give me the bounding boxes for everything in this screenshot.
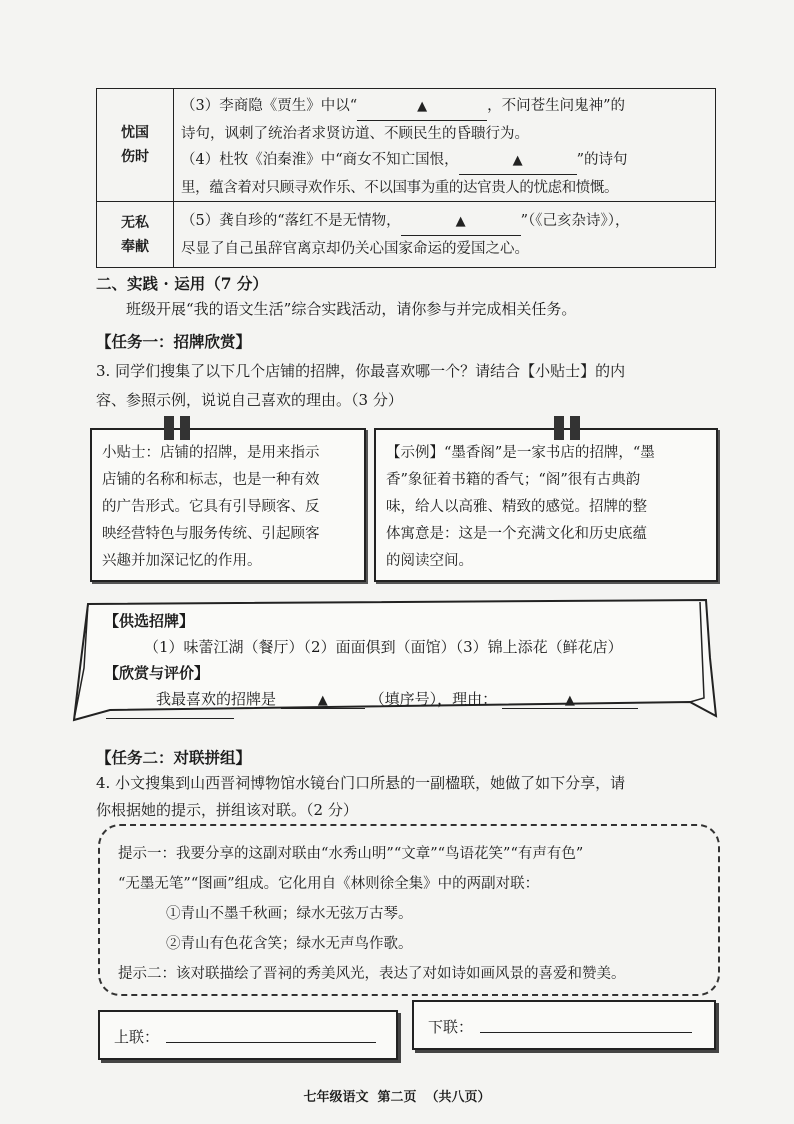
task2-title: 【任务二：对联拼组】 — [96, 748, 252, 767]
section-intro: 班级开展“我的语文生活”综合实践活动，请你参与并完成相关任务。 — [126, 300, 577, 318]
content-cell: （5）龚自珍的“落红不是无情物， ▲ ”（《己亥杂诗》）， 尽显了自己虽辞官离京却仍关心国家命运的爱国之心。 — [181, 208, 709, 262]
task1-title: 【任务一：招牌欣赏】 — [96, 332, 252, 351]
signboard — [70, 598, 720, 728]
options-title: 【供选招牌】 — [104, 612, 195, 630]
clip-decoration — [180, 416, 190, 440]
clip-decoration — [554, 416, 564, 440]
lower-couplet-box: 下联： — [412, 1000, 716, 1050]
example-box: 【示例】“墨香阁”是一家书店的招牌，“墨 香”象征着书籍的香气；“阁”很有古典韵 味，给人以高雅、精致的感觉。招牌的整 体寓意是：这是一个充满文化和历史底蕴 的阅读空间。 — [374, 428, 718, 582]
table-row — [97, 89, 715, 202]
question-4-line1: 4. 小文搜集到山西晋祠博物馆水镜台门口所悬的一副楹联，她做了如下分享，请 — [96, 774, 626, 792]
answer-blank[interactable]: ▲ — [459, 147, 577, 175]
couplet-example-2: ②青山有色花含笑；绿水无声鸟作歌。 — [166, 936, 413, 952]
upper-couplet-blank[interactable] — [166, 1042, 376, 1043]
answer-line: 我最喜欢的招牌是 ▲ （填序号），理由： ▲ — [156, 688, 638, 709]
content-cell: （3）李商隐《贾生》中以“ ▲ ，不问苍生问鬼神”的 诗句，讽刺了统治者求贤访道、不顾民生的昏聩行为。 （4）杜牧《泊秦淮》中“商女不知亡国恨， ▲ ”的诗句 里，蕴含着对只顾寻欢作乐、不以国事为重的达官贵人的忧虑和愤慨。 — [181, 93, 709, 201]
category-cell: 无私 奉献 — [97, 202, 174, 267]
section-title: 二、实践 · 运用（7 分） — [96, 274, 268, 293]
answer-blank[interactable]: ▲ — [357, 93, 487, 121]
tip-box: 小贴士：店铺的招牌，是用来指示 店铺的名称和标志，也是一种有效 的广告形式。它具有引导顾客、反 映经营特色与服务传统、引起顾客 兴趣并加深记忆的作用。 — [90, 428, 366, 582]
reason-blank[interactable]: ▲ — [502, 690, 638, 709]
question-3-line2: 容、参照示例，说说自己喜欢的理由。（3 分） — [96, 391, 403, 409]
page-footer: 七年级语文 第二页 （共八页） — [303, 1090, 491, 1105]
poetry-fill-table — [96, 88, 716, 268]
table-row — [97, 202, 715, 267]
upper-couplet-box: 上联： — [98, 1010, 398, 1060]
couplet-example-1: ①青山不墨千秋画；绿水无弦万古琴。 — [166, 906, 413, 922]
hint-box: 提示一：我要分享的这副对联由“水秀山明”“文章”“鸟语花笑”“有声有色” “无墨无笔”“图画”组成。它化用自《林则徐全集》中的两副对联： ①青山不墨千秋画；绿水无弦万古琴。 ②青山有色花含笑；绿水无声鸟作歌。 提示二：该对联描绘了晋祠的秀美风光，表达了对如诗如画风景的喜爱和赞美。 — [98, 824, 720, 996]
category-cell: 忧国 伤时 — [97, 89, 174, 201]
clip-decoration — [164, 416, 174, 440]
options-list: （1）味蕾江湖（餐厅）（2）面面俱到（面馆）（3）锦上添花（鲜花店） — [144, 638, 623, 656]
sign-number-blank[interactable]: ▲ — [281, 690, 365, 709]
clip-decoration — [570, 416, 580, 440]
answer-blank[interactable]: ▲ — [401, 208, 521, 236]
reason-blank-continued[interactable] — [106, 718, 234, 719]
eval-title: 【欣赏与评价】 — [104, 664, 210, 682]
lower-couplet-blank[interactable] — [480, 1032, 692, 1033]
question-3-line1: 3. 同学们搜集了以下几个店铺的招牌，你最喜欢哪一个？请结合【小贴士】的内 — [96, 362, 626, 380]
question-4-line2: 你根据她的提示，拼组该对联。（2 分） — [96, 801, 358, 819]
